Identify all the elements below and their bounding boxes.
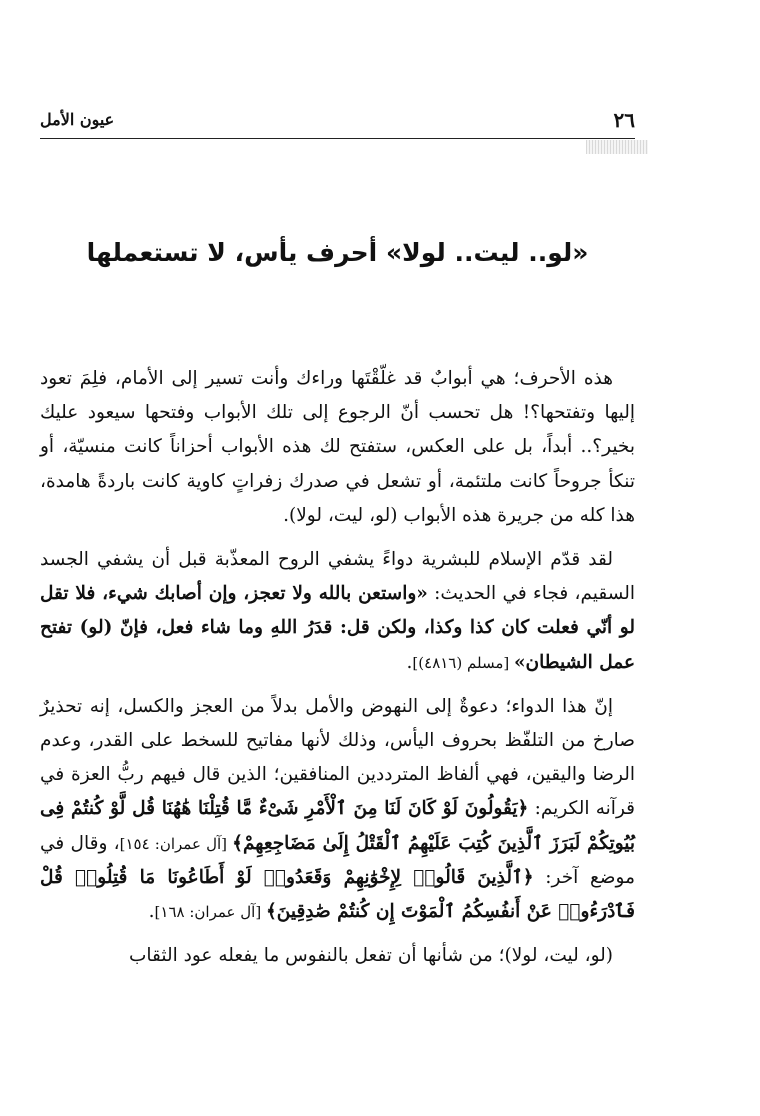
hadith-reference: [مسلم (٤٨١٦)] [412,653,514,672]
paragraph-3 [40,690,635,929]
paragraph-3-end: . [148,901,155,923]
scan-artifact [586,140,648,154]
quran-verse-1: ﴿يَقُولُونَ لَوْ كَانَ لَنَا مِنَ ٱلْأَمْرِ شَىْءٌ مَّا قُتِلْنَا هَٰهُنَا قُل لَّوْ كُنتُمْ فِى بُيُوتِكُمْ لَبَرَزَ ٱلَّذِينَ كُتِبَ عَلَيْهِمُ ٱلْقَتْلُ إِلَىٰ مَضَاجِعِهِمْ﴾ [40,798,635,854]
paragraph-1: هذه الأحرف؛ هي أبوابٌ قد غلّقْتَها وراءك وأنت تسير إلى الأمام، فلِمَ تعود إليها وتفتحها؟! هل تحسب أنّ الرجوع إلى تلك الأبواب وفتحها سيعود عليك بخير؟.. أبداً، بل على العكس، ستفتح لك هذه الأبواب أحزاناً كانت منسيّة، أو تنكأ جروحاً كانت ملتئمة، أو تشعل في صدرك زفراتٍ كاوية كانت باردةً هامدة، هذا كله من جريرة هذه الأبواب (لو، ليت، لولا). [40,368,635,526]
chapter-title: «لو.. ليت.. لولا» أحرف يأس، لا تستعملها [86,238,589,267]
paragraph-4: (لو، ليت، لولا)؛ من شأنها أن تفعل بالنفوس ما يفعله عود الثقاب [128,945,613,967]
body-text [40,362,635,983]
paragraph-2-end: . [406,651,413,673]
hadith-quote: «واستعن بالله ولا تعجز، وإن أصابك شيء، فلا تقل لو أنّي فعلت كان كذا وكذا، ولكن قل: قدَرُ اللهِ وما شاء فعل، فإنّ (لو) تفتح عمل الشيطان» [40,583,635,673]
paragraph-3-mid: ، وقال في موضع آخر: [40,832,635,888]
running-title: عيون الأمل [40,110,115,129]
paragraph-3-intro: إنّ هذا الدواء؛ دعوةٌ إلى النهوض والأمل بدلاً من العجز والكسل، إنه تحذيرٌ صارخ من التلفّظ بحروف اليأس، وذلك لأنها مفاتيح للسخط على القدر، وعدم الرضا واليقين، فهي ألفاظ المترددين المنافقين؛ الذين قال فيهم ربُّ العزة في قرآنه الكريم: [40,695,635,820]
quran-reference-2: [آل عمران: ١٦٨] [154,903,266,922]
paragraph-2-intro: لقد قدّم الإسلام للبشرية دواءً يشفي الروح المعذّبة قبل أن يشفي الجسد السقيم، فجاء في الحديث: [40,549,635,605]
quran-reference-1: [آل عمران: ١٥٤] [119,834,233,853]
page-header [40,108,635,139]
quran-verse-2: ﴿ٱلَّذِينَ قَالُوا۟ لِإِخْوَٰنِهِمْ وَقَعَدُوا۟ لَوْ أَطَاعُونَا مَا قُتِلُوا۟ قُلْ فَٱدْرَءُوا۟ عَنْ أَنفُسِكُمُ ٱلْمَوْتَ إِن كُنتُمْ صَٰدِقِينَ﴾ [40,866,635,923]
page-number: ٢٦ [613,108,635,132]
paragraph-2 [40,543,635,680]
